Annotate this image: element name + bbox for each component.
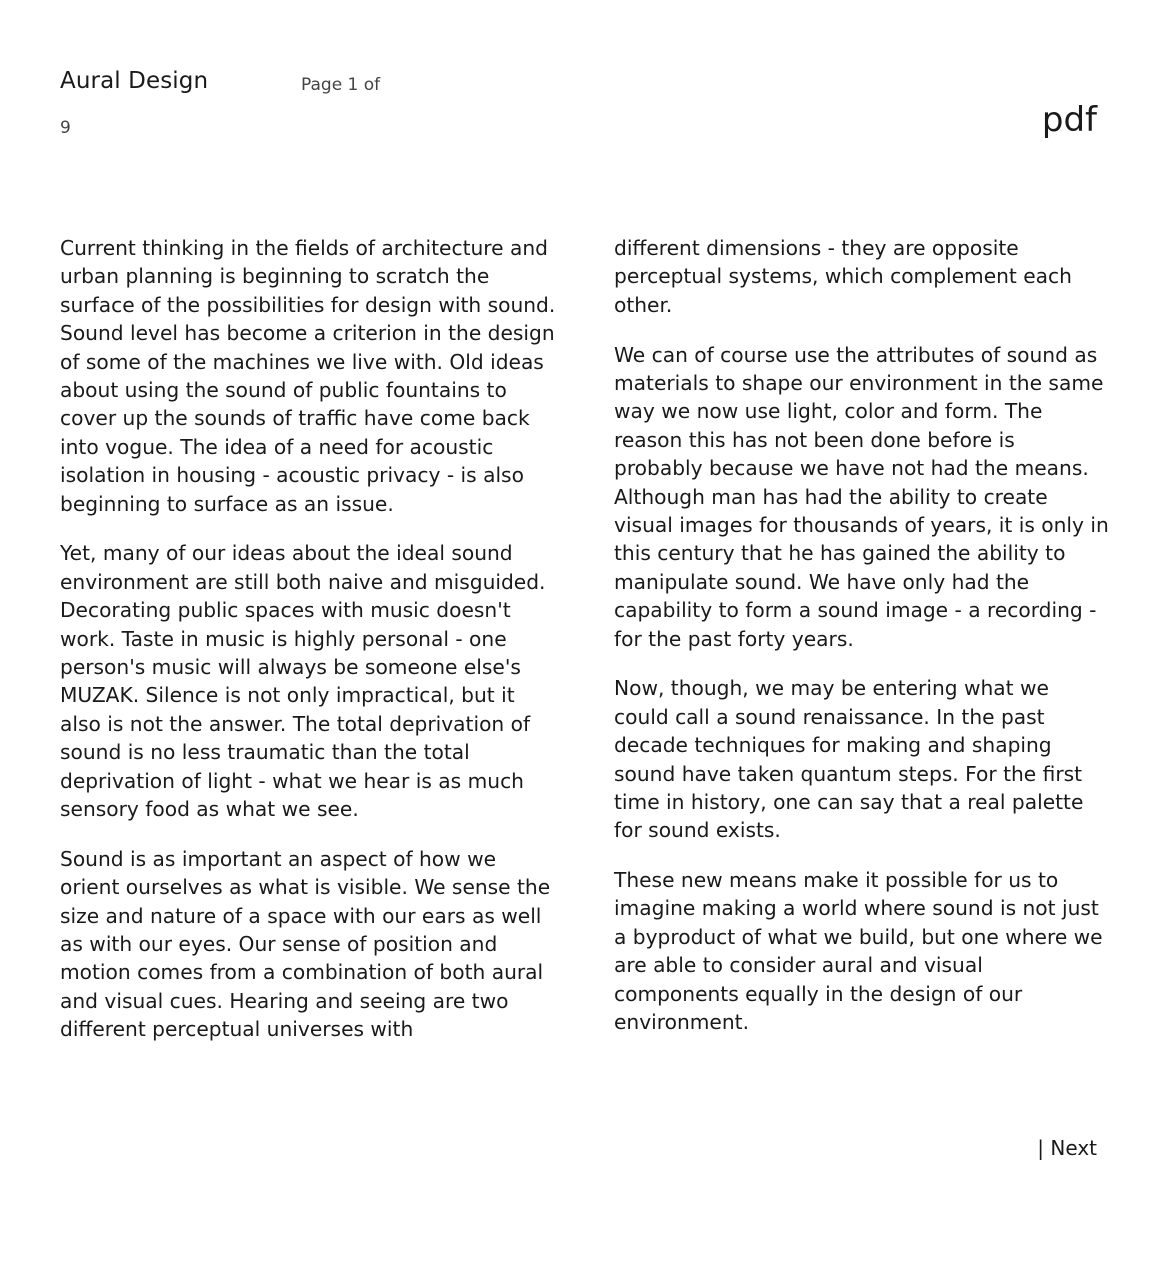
next-page-link[interactable]: Next [1050, 1136, 1097, 1160]
pagination-nav [1037, 1136, 1097, 1160]
pdf-format-label: pdf [1041, 100, 1097, 140]
document-title: Aural Design [60, 68, 209, 94]
text-column-right [614, 234, 1109, 1058]
paragraph: Now, though, we may be entering what we could call a sound renaissance. In the past decade techniques for making and shaping sound have taken quantum steps. For the first time in history, one can say that a real palette for sound exists. [614, 676, 1084, 843]
paragraph: These new means make it possible for us to imagine making a world where sound is not just a byproduct of what we build, but one where we are able to consider aural and visual components equally in the design of our environment. [614, 868, 1103, 1035]
paragraph: Sound is as important an aspect of how we orient ourselves as what is visible. We sense the size and nature of a space with our ears as well as with our eyes. Our sense of position and motion comes from a combination of both aural and visual cues. Hearing and seeing are two different perceptual universes with [60, 846, 551, 1042]
page-total-count: 9 [60, 118, 71, 138]
text-column-left [60, 234, 560, 1065]
paragraph: Yet, many of our ideas about the ideal sound environment are still both naive and misguided. Decorating public spaces with music doesn't work. Taste in music is highly personal - one person's music will always be someone else's MUZAK. Silence is not only impractical, but it also is not the answer. The total deprivation of sound is no less traumatic than the total deprivation of light - what we hear is as much sensory food as what we see. [60, 541, 546, 822]
paragraph: We can of course use the attributes of sound as materials to shape our environment in the same way we now use light, color and form. The reason this has not been done before is probably because we have not had the means. Although man has had the ability to create visual images for thousands of years, it is only in this century that he has gained the ability to manipulate sound. We have only had the capability to form a sound image - a recording - for the past forty years. [614, 342, 1109, 651]
page-indicator-label: Page 1 of [301, 75, 381, 95]
paragraph: different dimensions - they are opposite perceptual systems, which complement each other. [614, 236, 1072, 317]
paragraph: Current thinking in the fields of architecture and urban planning is beginning to scratch the surface of the possibilities for design with sound. Sound level has become a criterion in the design of some of the machines we live with. Old ideas about using the sound of public fountains to cover up the sounds of traffic have come back into vogue. The idea of a need for acoustic isolation in housing - acoustic privacy - is also beginning to surface as an issue. [60, 236, 556, 516]
nav-separator: | [1037, 1136, 1051, 1160]
